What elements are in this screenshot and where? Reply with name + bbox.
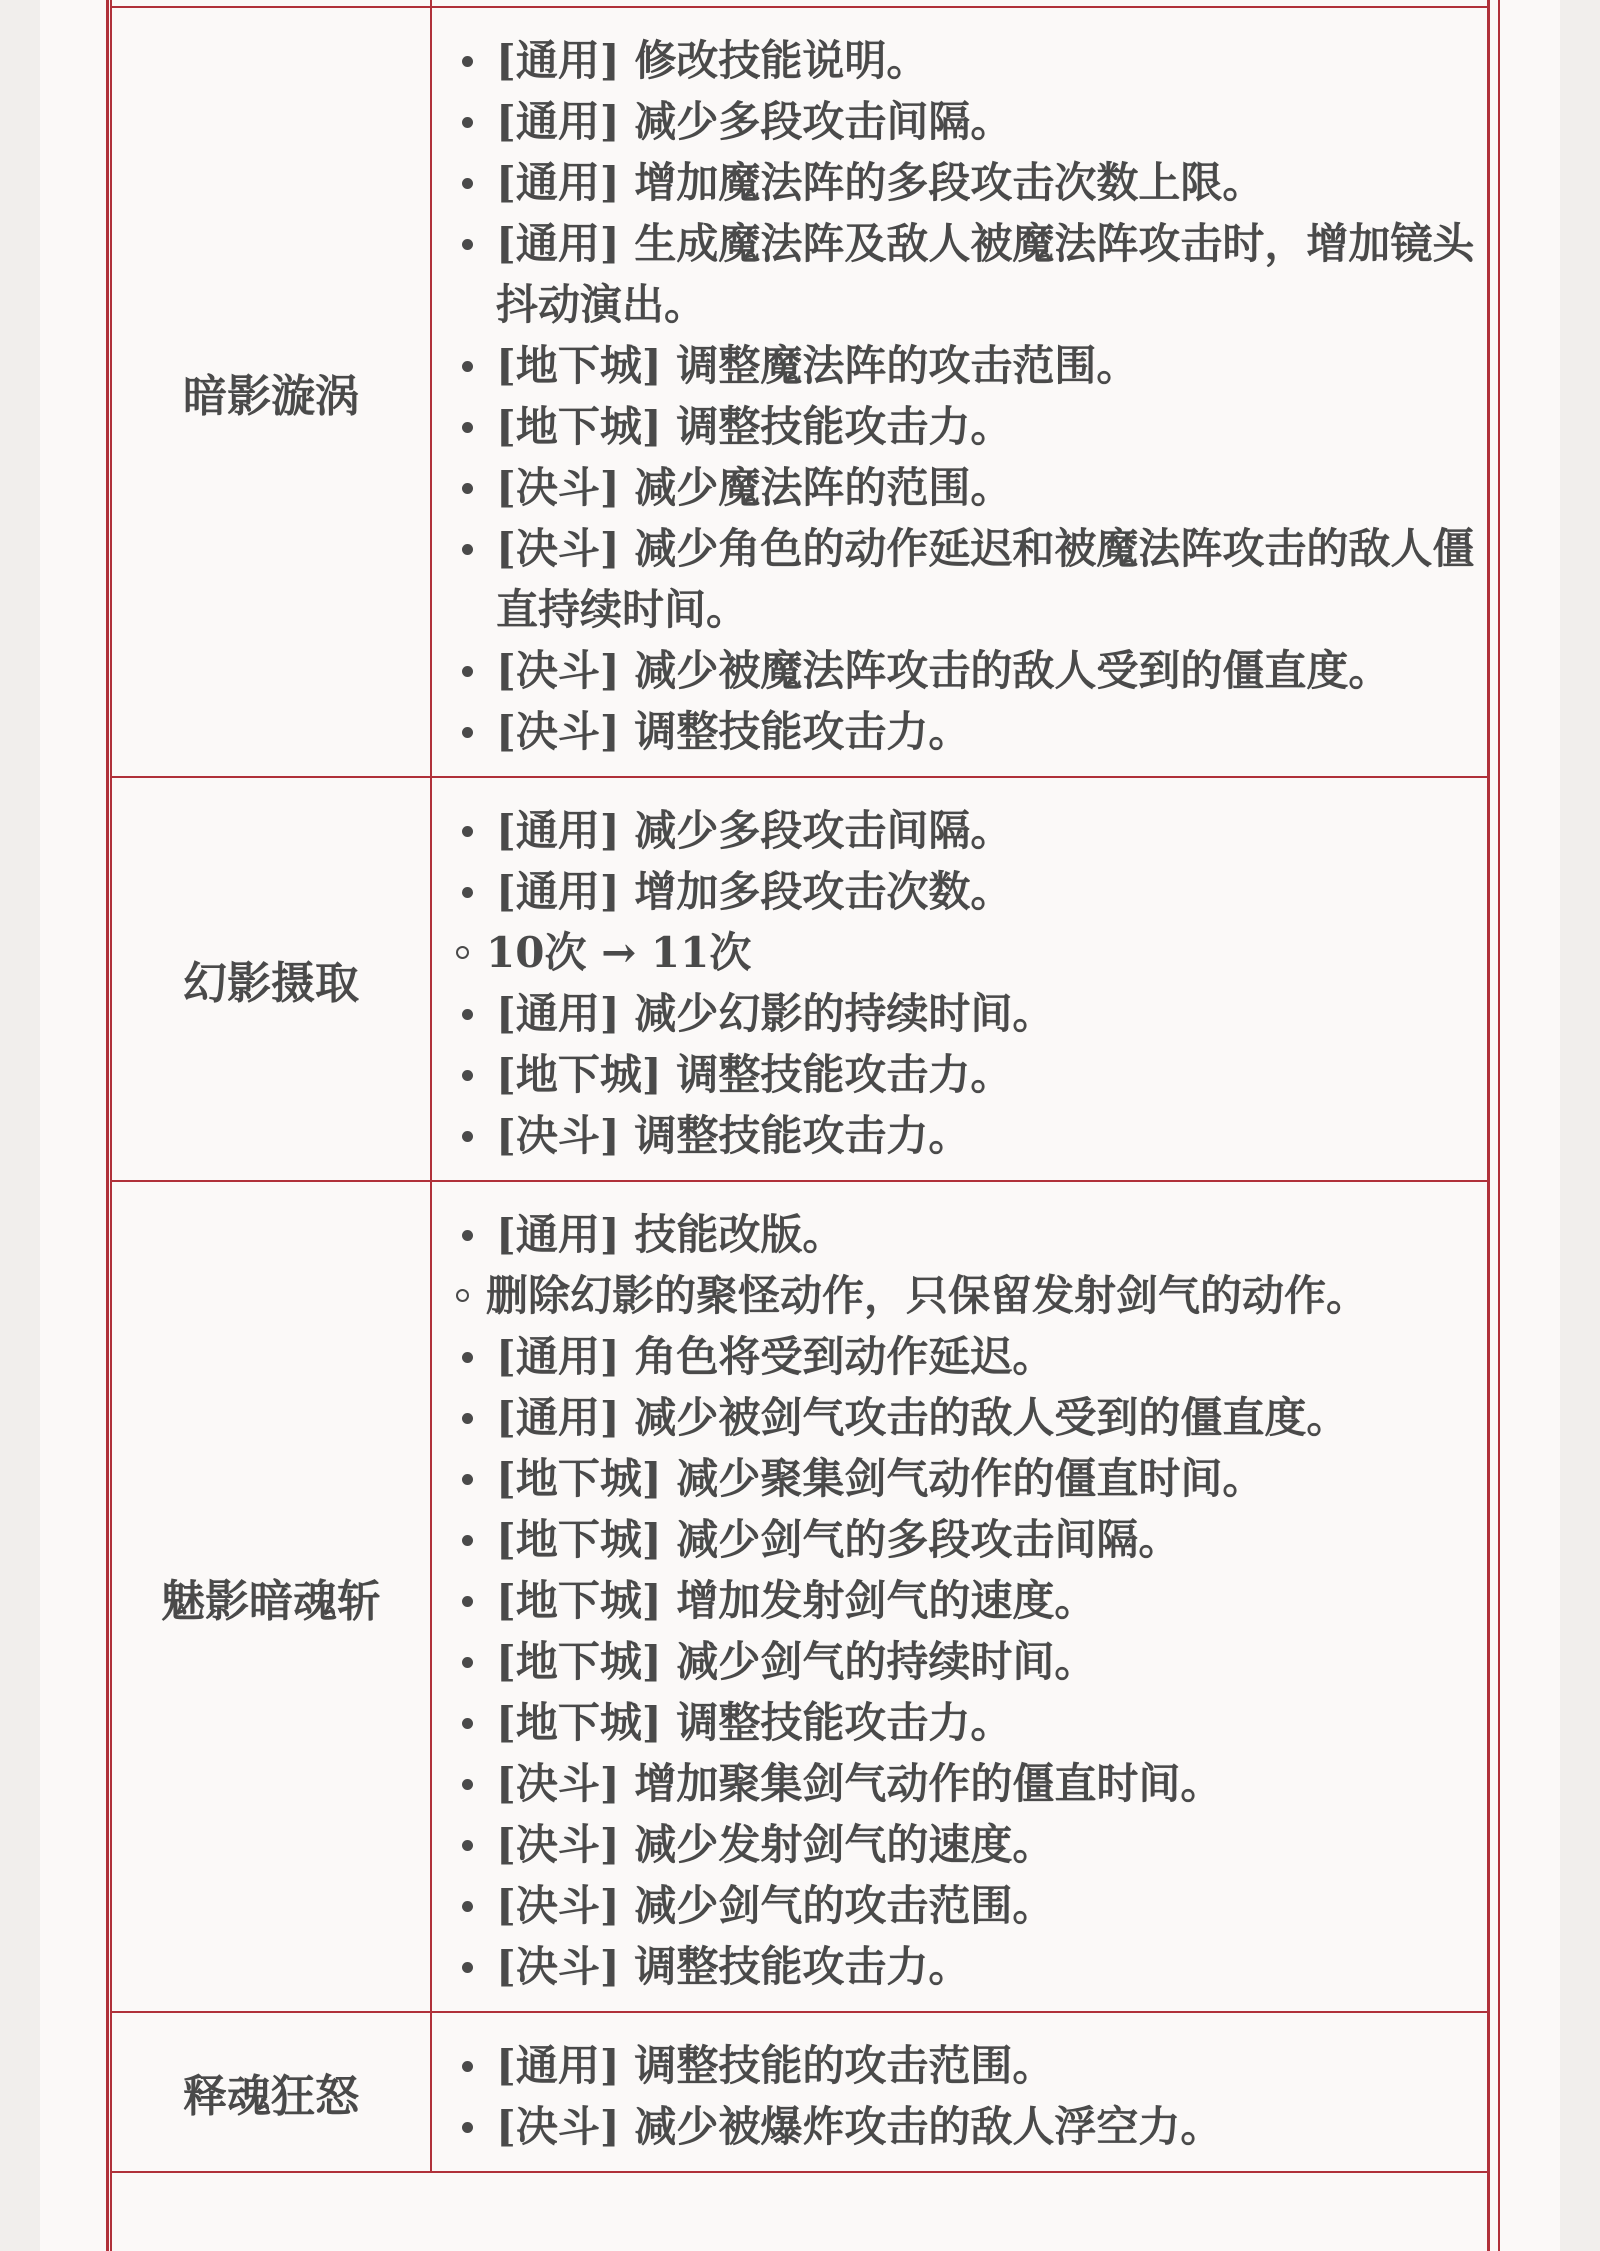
list-item: [通用] 调整技能的攻击范围。 (460, 2035, 1478, 2096)
skill-name: 暗影漩涡 (112, 7, 431, 777)
list-item: [决斗] 调整技能攻击力。 (460, 701, 1478, 762)
skill-name: 释魂狂怒 (112, 2012, 431, 2172)
skill-name: 魅影暗魂斩 (112, 1181, 431, 2012)
list-item: [决斗] 增加聚集剑气动作的僵直时间。 (460, 1753, 1478, 1814)
list-item: [通用] 修改技能说明。 (460, 30, 1478, 91)
list-item: [通用] 减少多段攻击间隔。 (460, 91, 1478, 152)
skill-name: 幻影摄取 (112, 777, 431, 1181)
sub-list-item: 10次 → 11次 (424, 922, 1478, 983)
table-row (112, 2012, 1488, 2172)
list-item: [通用] 减少被剑气攻击的敌人受到的僵直度。 (460, 1387, 1478, 1448)
list-item: [决斗] 调整技能攻击力。 (460, 1936, 1478, 1997)
list-item: [通用] 增加魔法阵的多段攻击次数上限。 (460, 152, 1478, 213)
list-item: [地下城] 增加发射剑气的速度。 (460, 1570, 1478, 1631)
list-item: [地下城] 减少剑气的多段攻击间隔。 (460, 1509, 1478, 1570)
skill-change-list-cell (431, 1181, 1488, 2012)
list-item: [地下城] 调整技能攻击力。 (460, 1044, 1478, 1105)
skill-rows (112, 7, 1488, 2172)
skill-changes-table (112, 6, 1488, 2173)
skill-change-list-cell (431, 7, 1488, 777)
list-item: [决斗] 减少魔法阵的范围。 (460, 457, 1478, 518)
list-item: [通用] 生成魔法阵及敌人被魔法阵攻击时，增加镜头抖动演出。 (460, 213, 1478, 335)
table-row (112, 777, 1488, 1181)
list-item: [决斗] 减少剑气的攻击范围。 (460, 1875, 1478, 1936)
table-row (112, 1181, 1488, 2012)
change-list (460, 1204, 1478, 1997)
list-item: [决斗] 调整技能攻击力。 (460, 1105, 1478, 1166)
list-item: [决斗] 减少被魔法阵攻击的敌人受到的僵直度。 (460, 640, 1478, 701)
list-item: [通用] 减少多段攻击间隔。 (460, 800, 1478, 861)
list-item: [地下城] 调整技能攻击力。 (460, 1692, 1478, 1753)
list-item: [决斗] 减少被爆炸攻击的敌人浮空力。 (460, 2096, 1478, 2157)
table-row (112, 7, 1488, 777)
list-item: [地下城] 减少聚集剑气动作的僵直时间。 (460, 1448, 1478, 1509)
change-list (460, 30, 1478, 762)
list-item: [通用] 减少幻影的持续时间。 (460, 983, 1478, 1044)
change-list (460, 2035, 1478, 2157)
list-item: [地下城] 调整技能攻击力。 (460, 396, 1478, 457)
sub-list-item: 删除幻影的聚怪动作，只保留发射剑气的动作。 (424, 1265, 1478, 1326)
skill-change-list-cell (431, 777, 1488, 1181)
list-item: [决斗] 减少发射剑气的速度。 (460, 1814, 1478, 1875)
sub-list (460, 1265, 1478, 1326)
list-item: [地下城] 减少剑气的持续时间。 (460, 1631, 1478, 1692)
sub-list (460, 922, 1478, 983)
list-item: [通用] 角色将受到动作延迟。 (460, 1326, 1478, 1387)
list-item: [通用] 技能改版。 (460, 1204, 1478, 1265)
list-item: [地下城] 调整魔法阵的攻击范围。 (460, 335, 1478, 396)
list-item: [通用] 增加多段攻击次数。 (460, 861, 1478, 922)
change-list (460, 800, 1478, 1166)
table-inner-right-rule (1498, 0, 1500, 2251)
list-item: [决斗] 减少角色的动作延迟和被魔法阵攻击的敌人僵直持续时间。 (460, 518, 1478, 640)
skill-change-list-cell (431, 2012, 1488, 2172)
